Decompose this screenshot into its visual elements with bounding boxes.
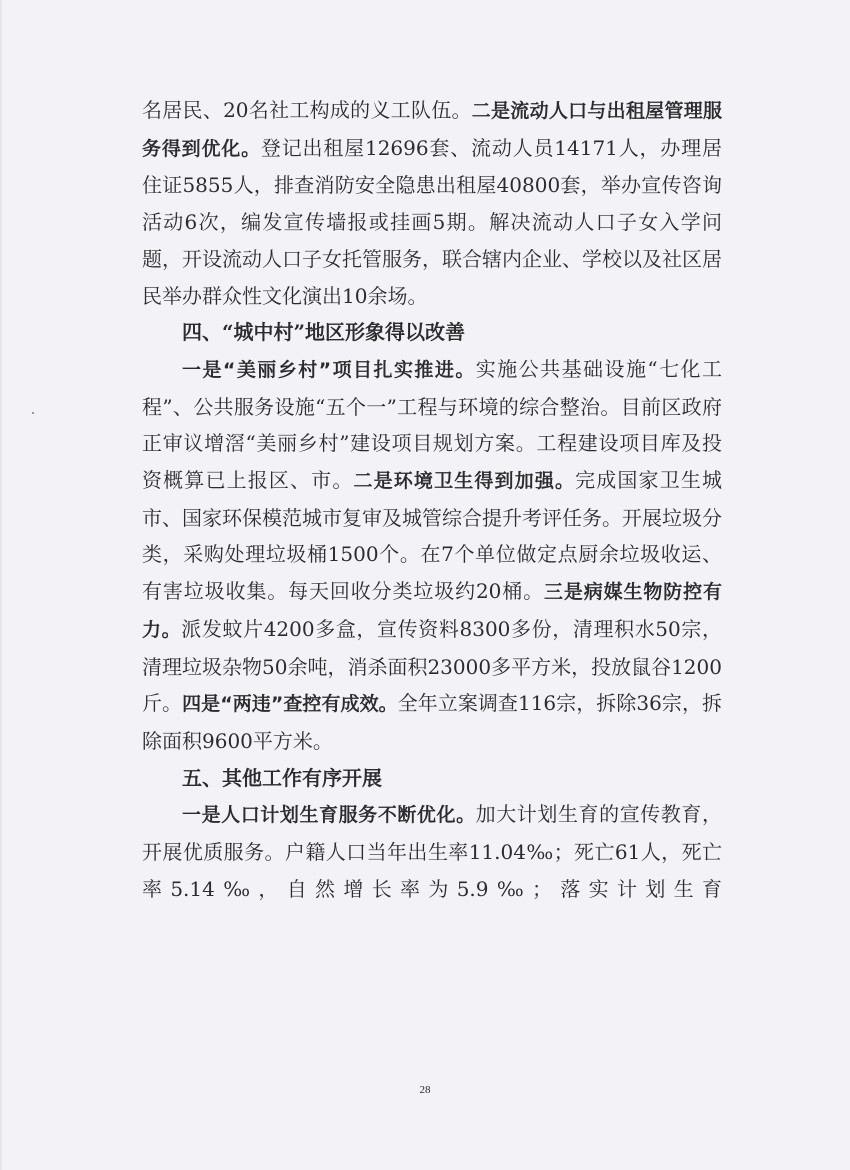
paragraph-urban-village <box>142 351 722 760</box>
bold-lead-sentence: 二是环境卫生得到加强。 <box>353 470 576 493</box>
document-body <box>142 92 722 907</box>
paragraph-text: 完成国家卫生城市、国家环保模范城市复审及城管综合提升考评任务。开展垃圾分类，采购处理垃圾桶1500个。在7个单位做定点厨余垃圾收运、有害垃圾收集。每天回收分类垃圾约20桶。 <box>142 468 722 604</box>
bold-lead-sentence: 三是病媒生物防控有力。 <box>142 581 722 641</box>
paragraph-family-planning <box>142 796 722 907</box>
paragraph-text: 登记出租屋12696套、流动人员14171人，办理居住证5855人，排查消防安全隐患出租屋40800套，举办宣传咨询活动6次，编发宣传墙报或挂画5期。解决流动人口子女入学问题，开设流动人口子女托管服务，联合辖内企业、学校以及社区居民举办群众性文化演出10余场。 <box>142 135 722 308</box>
section-heading-5: 五、其他工作有序开展 <box>182 765 382 790</box>
scan-speck <box>32 412 34 414</box>
paragraph-migrant-population <box>142 92 722 314</box>
bold-lead-sentence: 四是“两违”查控有成效。 <box>182 693 398 716</box>
bold-lead-sentence: 二是流动人口与出租屋管理服务得到优化。 <box>142 100 722 160</box>
scan-edge <box>0 0 2 1170</box>
paragraph-text: 名居民、20名社工构成的义工队伍。 <box>142 98 472 122</box>
paragraph-text: 全年立案调查116宗，拆除36宗，拆除面积9600平方米。 <box>142 691 723 753</box>
bold-lead-sentence: 一是人口计划生育服务不断优化。 <box>182 804 476 827</box>
page-number: 28 <box>419 1084 431 1096</box>
paragraph-text: 派发蚊片4200多盒，宣传资料8300多份，清理积水50宗，清理垃圾杂物50余吨，消杀面积23000多平方米，投放鼠谷1200斤。 <box>142 616 722 716</box>
paragraph-text: 加大计划生育的宣传教育，开展优质服务。户籍人口当年出生率11.04‰；死亡61人，死亡率5.14‰，自然增长率为5.9‰；落实计划生育 <box>142 802 722 901</box>
section-heading-4: 四、“城中村”地区形象得以改善 <box>182 320 466 345</box>
paragraph-text: 实施公共基础设施“七化工程”、公共服务设施“五个一”工程与环境的综合整治。目前区政府正审议增滘“美丽乡村”建设项目规划方案。工程建设项目库及投资概算已上报区、市。 <box>142 356 722 493</box>
bold-lead-sentence: 一是“美丽乡村”项目扎实推进。 <box>182 358 476 381</box>
